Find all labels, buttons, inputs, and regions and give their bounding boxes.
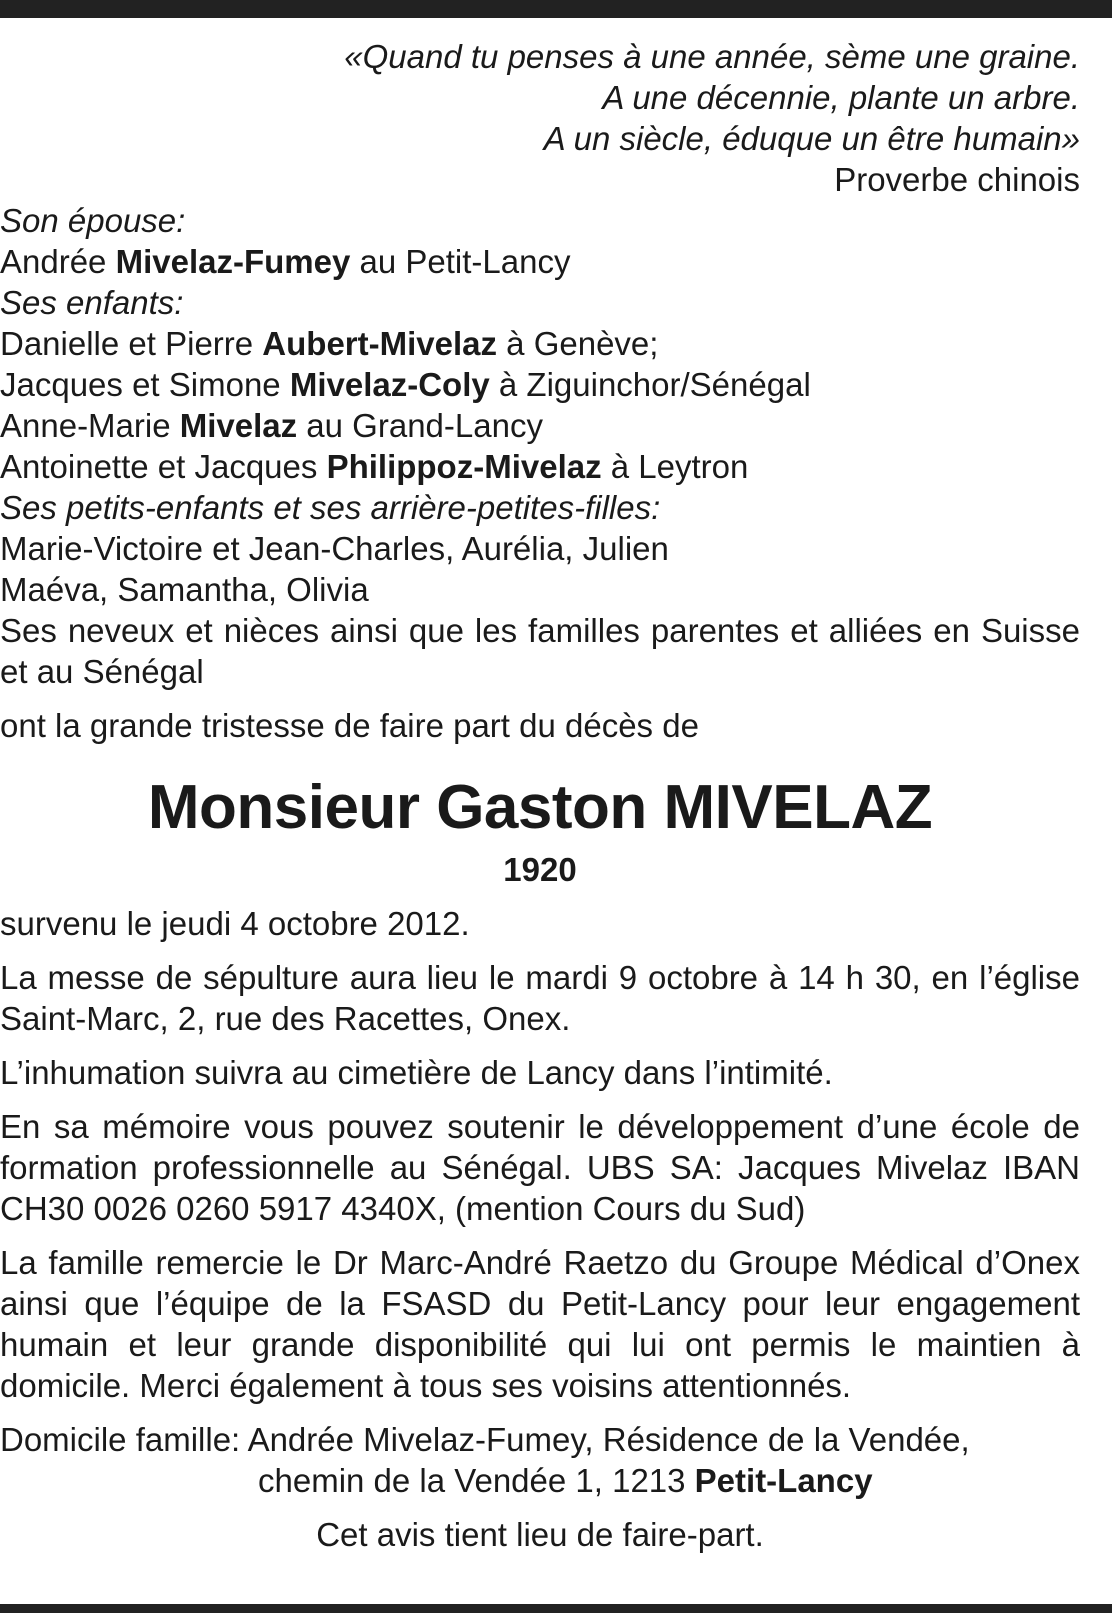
closing-note: Cet avis tient lieu de faire-part. — [316, 1516, 764, 1553]
child-surname: Aubert-Mivelaz — [262, 325, 498, 362]
thanks-paragraph: La famille remercie le Dr Marc-André Raetzo du Groupe Médical d’Onex ainsi que l’équipe de la FSASD du Petit-Lancy pour leur engagement humain et leur grande disponibilité qui lui ont permis le maintien à domicile. Merci également à tous ses voisins attentionnés. — [0, 1244, 1080, 1404]
relatives-line: Ses neveux et nièces ainsi que les familles parentes et alliées en Suisse et au Sénégal — [0, 612, 1080, 690]
child-line — [0, 364, 1080, 405]
quote-line-3: A un siècle, éduque un être humain» — [543, 120, 1080, 157]
spouse-location: au Petit-Lancy — [350, 243, 571, 280]
child-surname: Mivelaz-Coly — [289, 366, 490, 403]
quote-line-2: A une décennie, plante un arbre. — [602, 79, 1080, 116]
child-line — [0, 323, 1080, 364]
children-heading: Ses enfants: — [0, 284, 184, 321]
grandchildren-heading: Ses petits-enfants et ses arrière-petites-filles: — [0, 489, 661, 526]
child-surname: Mivelaz — [179, 407, 298, 444]
child-first-names: Danielle et Pierre — [0, 325, 263, 362]
quote-line-1: «Quand tu penses à une année, sème une graine. — [344, 38, 1080, 75]
child-line — [0, 405, 1080, 446]
mass-paragraph: La messe de sépulture aura lieu le mardi 9 octobre à 14 h 30, en l’église Saint-Marc, 2, rue des Racettes, Onex. — [0, 959, 1080, 1037]
domicile-town: Petit-Lancy — [694, 1462, 873, 1499]
top-border-rule — [0, 0, 1112, 18]
donation-paragraph: En sa mémoire vous pouvez soutenir le développement d’une école de formation professionnelle au Sénégal. UBS SA: Jacques Mivelaz IBAN CH30 0026 0260 5917 4340X, (mention Cours du Sud) — [0, 1108, 1080, 1227]
domicile-line-1: Domicile famille: Andrée Mivelaz-Fumey, Résidence de la Vendée, — [0, 1421, 970, 1458]
child-location: à Leytron — [601, 448, 749, 485]
domicile-line-2 — [0, 1460, 1080, 1501]
spouse-heading: Son épouse: — [0, 202, 186, 239]
spouse-surname: Mivelaz-Fumey — [115, 243, 351, 280]
child-first-names: Anne-Marie — [0, 407, 180, 444]
grandchildren-line: Maéva, Samantha, Olivia — [0, 571, 369, 608]
spouse-first-name: Andrée — [0, 243, 116, 280]
child-surname: Philippoz-Mivelaz — [326, 448, 602, 485]
domicile-street: chemin de la Vendée 1, 1213 — [258, 1462, 695, 1499]
grandchildren-line: Marie-Victoire et Jean-Charles, Aurélia, Julien — [0, 530, 669, 567]
child-first-names: Jacques et Simone — [0, 366, 290, 403]
family-list — [0, 200, 1080, 692]
child-first-names: Antoinette et Jacques — [0, 448, 327, 485]
child-line — [0, 446, 1080, 487]
announcement-text: ont la grande tristesse de faire part du décès de — [0, 707, 699, 744]
spouse-line — [0, 241, 1080, 282]
child-location: à Genève; — [497, 325, 659, 362]
quote-source: Proverbe chinois — [834, 161, 1080, 198]
family-domicile — [0, 1419, 1080, 1501]
deceased-name: Monsieur Gaston MIVELAZ — [147, 773, 933, 842]
bottom-border-rule — [0, 1604, 1112, 1613]
obituary-notice — [0, 36, 1080, 1555]
child-location: au Grand-Lancy — [297, 407, 543, 444]
burial-paragraph: L’inhumation suivra au cimetière de Lancy dans l’intimité. — [0, 1054, 833, 1091]
proverb-quote — [0, 36, 1080, 200]
birth-year: 1920 — [503, 851, 577, 888]
death-date-paragraph: survenu le jeudi 4 octobre 2012. — [0, 905, 470, 942]
child-location: à Ziguinchor/Sénégal — [489, 366, 811, 403]
